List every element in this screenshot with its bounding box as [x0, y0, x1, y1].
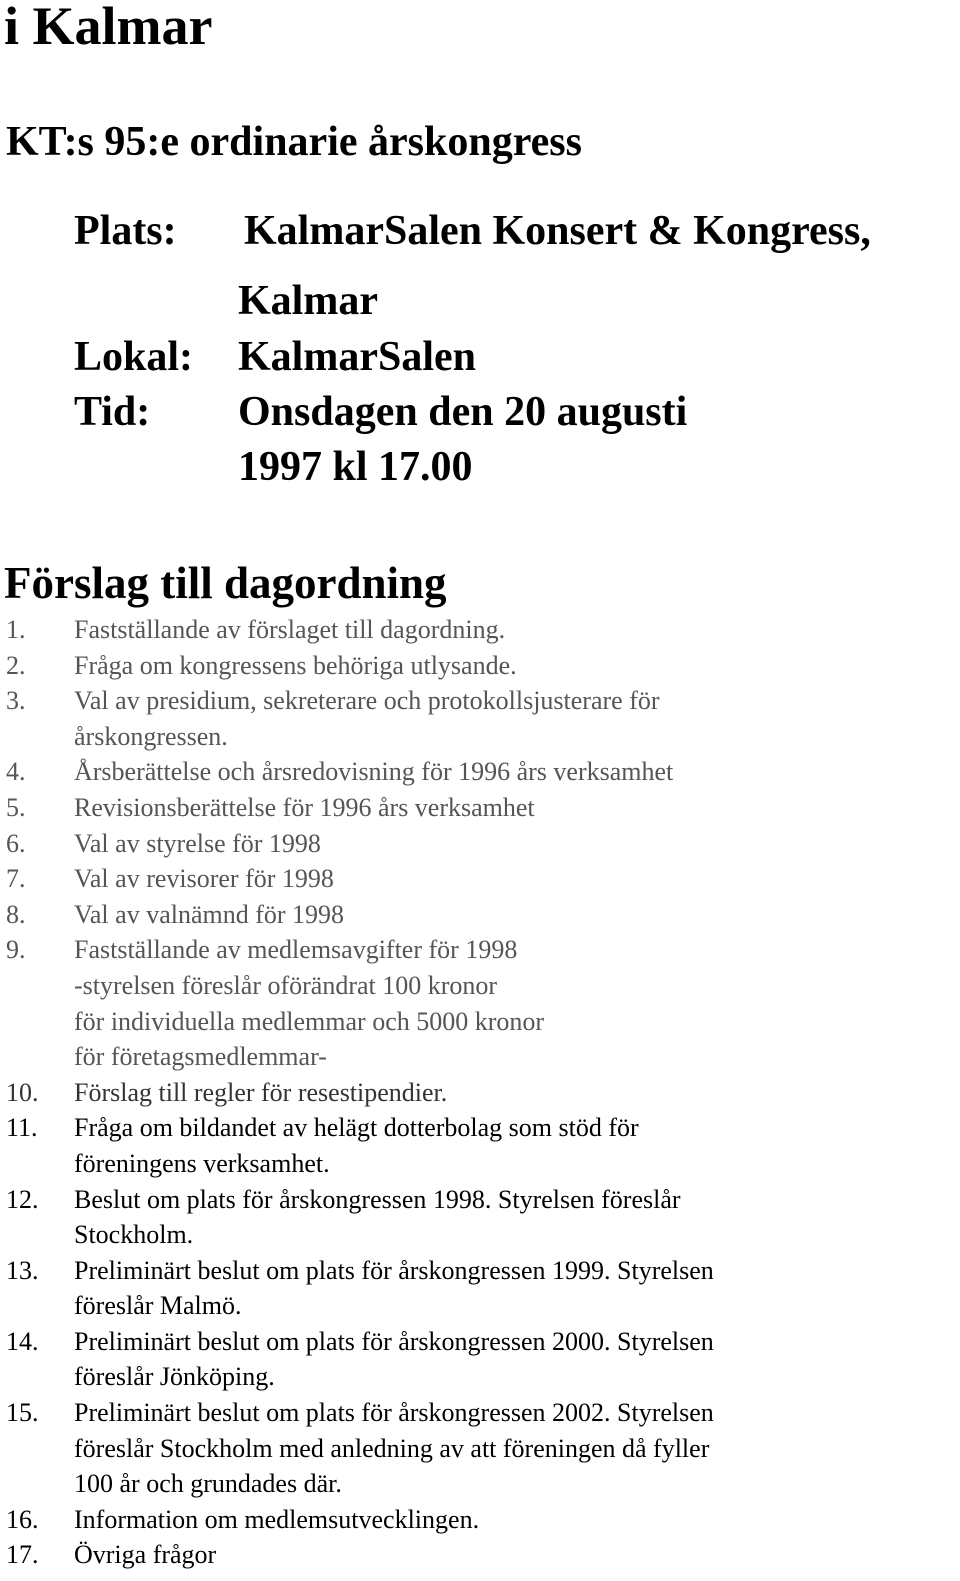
agenda-item-text: Beslut om plats för årskongressen 1998. Styrelsen föreslår [74, 1184, 681, 1214]
agenda-item [6, 1253, 946, 1324]
agenda-item-number: 3. [6, 686, 26, 716]
agenda-item-text: föreningens verksamhet. [74, 1148, 330, 1178]
agenda-list [6, 612, 946, 1573]
agenda-item-text: Fastställande av medlemsavgifter för 1998 [74, 935, 518, 965]
agenda-item [6, 683, 946, 754]
agenda-item [6, 790, 946, 826]
agenda-item-text: Fråga om kongressens behöriga utlysande. [74, 650, 517, 680]
agenda-item-text: 100 år och grundades där. [74, 1469, 342, 1499]
lokal-value: KalmarSalen [238, 334, 476, 380]
agenda-item-text: Stockholm. [74, 1220, 194, 1250]
plats-value-line-1: KalmarSalen Konsert & Kongress, [244, 208, 871, 254]
agenda-item-text: Fastställande av förslaget till dagordning. [74, 615, 506, 644]
page-title: i Kalmar [4, 0, 213, 56]
plats-label: Plats: [74, 208, 177, 254]
agenda-item-number: 9. [6, 935, 26, 965]
agenda-item-text: för individuella medlemmar och 5000 kronor [74, 1006, 545, 1036]
agenda-item-text: årskongressen. [74, 721, 228, 751]
agenda-item-number: 16. [6, 1504, 39, 1534]
agenda-item-number: 5. [6, 792, 26, 822]
agenda-item-text: Val av styrelse för 1998 [74, 828, 321, 858]
agenda-item [6, 1182, 946, 1253]
tid-value-line-2: 1997 kl 17.00 [238, 444, 473, 490]
agenda-item-text: Revisionsberättelse för 1996 års verksamhet [74, 792, 535, 822]
agenda-item [6, 932, 946, 1074]
agenda-heading: Förslag till dagordning [4, 558, 447, 608]
agenda-item [6, 754, 946, 790]
tid-value-line-1: Onsdagen den 20 augusti [238, 389, 688, 435]
agenda-item [6, 826, 946, 862]
agenda-item-number: 12. [6, 1184, 39, 1214]
agenda-item-text: Preliminärt beslut om plats för årskongressen 2002. Styrelsen [74, 1398, 714, 1428]
agenda-item [6, 861, 946, 897]
lokal-label: Lokal: [74, 334, 194, 380]
agenda-item-number: 6. [6, 828, 26, 858]
agenda-item-text: Övriga frågor [74, 1540, 217, 1570]
agenda-item [6, 1075, 946, 1111]
agenda-item-text: Information om medlemsutvecklingen. [74, 1504, 480, 1534]
plats-value-line-2: Kalmar [238, 278, 378, 324]
agenda-item-text: för företagsmedlemmar- [74, 1042, 327, 1072]
agenda-item-text: Preliminärt beslut om plats för årskongressen 2000. Styrelsen [74, 1326, 714, 1356]
agenda-item [6, 1324, 946, 1395]
agenda-item-text: Val av presidium, sekreterare och protokollsjusterare för [74, 686, 660, 716]
agenda-item [6, 1395, 946, 1502]
agenda-item-text: Förslag till regler för resestipendier. [74, 1077, 448, 1107]
agenda-item [6, 1110, 946, 1181]
agenda-item-text: Årsberättelse och årsredovisning för 1996 års verksamhet [74, 757, 674, 787]
agenda-item-number: 10. [6, 1077, 39, 1107]
agenda-item-number: 17. [6, 1540, 39, 1570]
agenda-item-number: 7. [6, 864, 26, 894]
agenda-item-text: föreslår Stockholm med anledning av att föreningen då fyller [74, 1433, 710, 1463]
congress-subtitle: KT:s 95:e ordinarie årskongress [6, 119, 582, 165]
tid-label: Tid: [74, 389, 151, 435]
agenda-item-number: 2. [6, 650, 26, 680]
agenda-item-text: Val av valnämnd för 1998 [74, 899, 345, 929]
agenda-item-text: föreslår Malmö. [74, 1291, 242, 1321]
agenda-item-number: 8. [6, 899, 26, 929]
agenda-item-number: 1. [6, 615, 26, 644]
agenda-item-number: 4. [6, 757, 26, 787]
agenda-item-number: 14. [6, 1326, 39, 1356]
agenda-item-text: Val av revisorer för 1998 [74, 864, 334, 894]
agenda-item-number: 11. [6, 1113, 38, 1143]
agenda-item [6, 648, 946, 684]
agenda-item-text: -styrelsen föreslår oförändrat 100 kronor [74, 970, 498, 1000]
agenda-item [6, 1537, 946, 1573]
agenda-item [6, 612, 946, 648]
agenda-item-number: 13. [6, 1255, 39, 1285]
agenda-item-text: Fråga om bildandet av helägt dotterbolag som stöd för [74, 1113, 639, 1143]
agenda-item [6, 1502, 946, 1538]
agenda-item-text: föreslår Jönköping. [74, 1362, 275, 1392]
agenda-item-text: Preliminärt beslut om plats för årskongressen 1999. Styrelsen [74, 1255, 714, 1285]
agenda-item [6, 897, 946, 933]
agenda-item-number: 15. [6, 1398, 39, 1428]
